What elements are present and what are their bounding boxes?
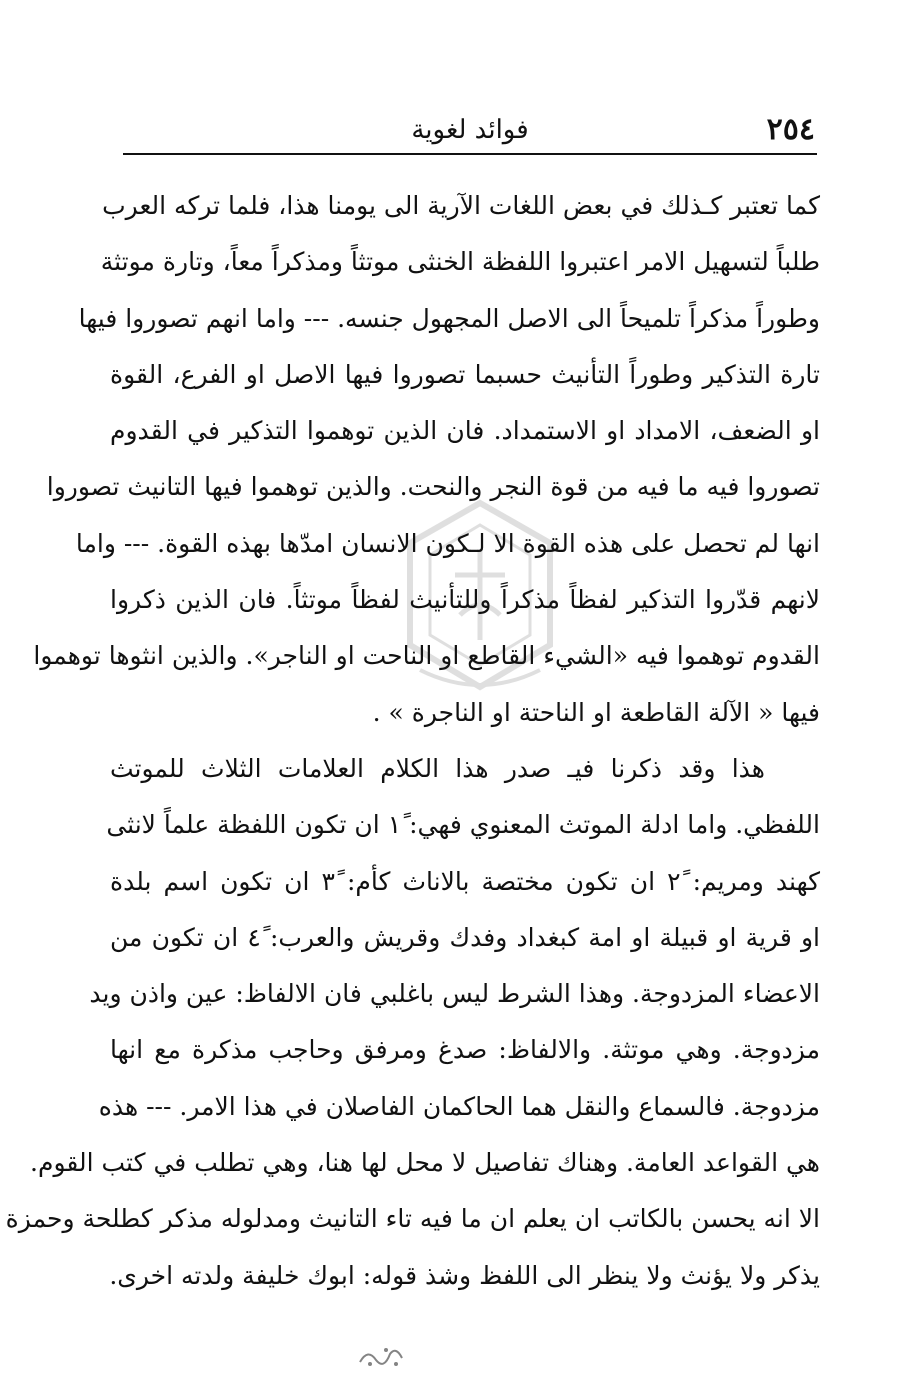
header-rule	[123, 153, 817, 155]
text-line: هي القواعد العامة. وهناك تفاصيل لا محل لها هنا، وهي تطلب في كتب القوم.	[30, 1148, 820, 1178]
text-line: هذا وقد ذكرنا فيـ صدر هذا الكلام العلامات الثلاث للموتث	[110, 753, 765, 783]
running-title: فوائد لغوية	[411, 115, 529, 145]
text-line: تصوروا فيه ما فيه من قوة النجر والنحت. والذين توهموا فيها التانيث تصوروا	[46, 472, 820, 502]
text-line: كهند ومريم: ٢ً ان تكون مختصة بالاناث كأم: ٣ً ان تكون اسم بلدة	[110, 866, 820, 896]
text-line: وطوراً مذكراً تلميحاً الى الاصل المجهول جنسه. --- واما انهم تصوروا فيها	[78, 303, 820, 333]
text-line: مزدوجة. وهي موتثة. والالفاظ: صدغ ومرفق وحاجب مذكرة مع انها	[110, 1035, 820, 1065]
text-line: تارة التذكير وطوراً التأنيث حسبما تصوروا فيها الاصل او الفرع، القوة	[110, 359, 820, 389]
text-line: يذكر ولا يؤنث ولا ينظر الى اللفظ وشذ قوله: ابوك خليفة ولدته اخرى.	[109, 1260, 820, 1290]
text-line: كما تعتبر كـذلك في بعض اللغات الآرية الى يومنا هذا، فلما تركه العرب	[102, 191, 820, 220]
text-line: الاعضاء المزدوجة. وهذا الشرط ليس باغلبي فان الالفاظ: عين واذن ويد	[89, 979, 820, 1009]
text-line: اللفظي. واما ادلة الموتث المعنوي فهي: ١ً ان تكون اللفظة علماً لانثى	[106, 810, 820, 840]
body-text	[5, 178, 820, 1304]
text-line: القدوم توهموا فيه «الشيء القاطع او الناحت او الناجر». والذين انثوها توهموا	[33, 641, 820, 671]
text-line: طلباً لتسهيل الامر اعتبروا اللفظة الخنثى موتثاً ومذكراً معاً، وتارة موتثة	[100, 247, 820, 277]
page-header	[125, 108, 815, 152]
text-line: فيها « الآلة القاطعة او الناحتة او الناجرة » .	[372, 697, 820, 727]
text-line: انها لم تحصل على هذه القوة الا لـكون الانسان امدّها بهذه القوة. --- واما	[75, 528, 820, 558]
text-line: الا انه يحسن بالكاتب ان يعلم ان ما فيه تاء التانيث ومدلوله مذكر كطلحة وحمزة	[5, 1204, 820, 1234]
footer-ornament	[356, 1344, 406, 1370]
text-line: مزدوجة. فالسماع والنقل هما الحاكمان الفاصلان في هذا الامر. --- هذه	[98, 1091, 820, 1121]
text-line: لانهم قدّروا التذكير لفظاً مذكراً وللتأنيث لفظاً موتثاً. فان الذين ذكروا	[110, 585, 820, 615]
text-line: او الضعف، الامداد او الاستمداد. فان الذين توهموا التذكير في القدوم	[110, 416, 820, 446]
text-line: او قرية او قبيلة او امة كبغداد وفدك وقريش والعرب: ٤ً ان تكون من	[110, 922, 820, 952]
page-number: ٢٥٤	[766, 112, 815, 147]
